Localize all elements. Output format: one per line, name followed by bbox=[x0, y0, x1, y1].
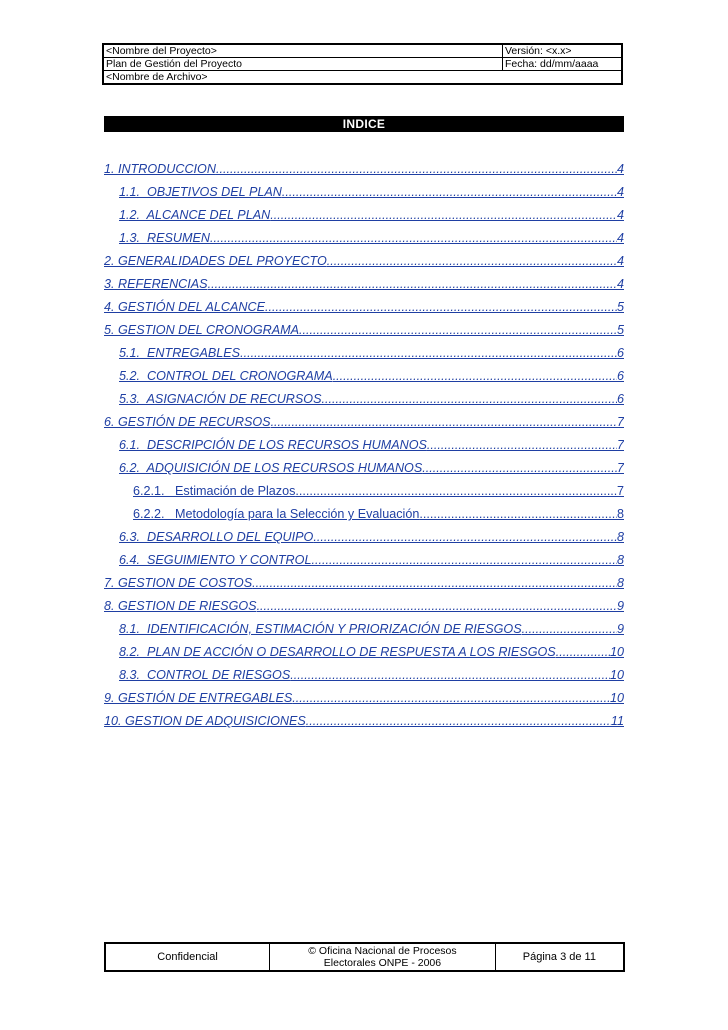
toc-entry-page: 10 bbox=[609, 668, 624, 682]
toc-leader-dots bbox=[311, 552, 617, 568]
toc-entry-page: 4 bbox=[616, 208, 624, 222]
toc-entry-page: 6 bbox=[616, 369, 624, 383]
toc-leader-dots bbox=[295, 483, 617, 499]
toc-entry-label: 8.2. PLAN DE ACCIÓN O DESARROLLO DE RESPUESTA A LOS RIESGOS bbox=[119, 645, 556, 659]
toc-entry[interactable] bbox=[104, 575, 624, 591]
toc-entry-label: 5. GESTION DEL CRONOGRAMA bbox=[104, 323, 300, 337]
project-name: <Nombre del Proyecto> bbox=[103, 44, 503, 58]
toc-leader-dots bbox=[257, 598, 617, 614]
index-title: INDICE bbox=[104, 116, 624, 132]
toc-entry-page: 8 bbox=[616, 530, 624, 544]
toc-entry-page: 5 bbox=[616, 323, 624, 337]
toc-entry-page: 8 bbox=[616, 576, 624, 590]
toc-leader-dots bbox=[556, 644, 610, 660]
toc-leader-dots bbox=[522, 621, 617, 637]
toc-entry-page: 6 bbox=[616, 346, 624, 360]
file-name: <Nombre de Archivo> bbox=[103, 71, 622, 85]
toc-entry[interactable] bbox=[119, 437, 624, 453]
toc-entry-label: 3. REFERENCIAS bbox=[104, 277, 208, 291]
toc-entry[interactable] bbox=[119, 184, 624, 200]
toc-entry[interactable] bbox=[104, 253, 624, 269]
toc-leader-dots bbox=[252, 575, 617, 591]
toc-entry-label: 1.1. OBJETIVOS DEL PLAN bbox=[119, 185, 282, 199]
toc-entry-page: 7 bbox=[616, 461, 624, 475]
toc-entry-label: 2. GENERALIDADES DEL PROYECTO bbox=[104, 254, 327, 268]
toc-entry-label: 6.2.1. Estimación de Plazos bbox=[133, 484, 296, 498]
toc-entry[interactable] bbox=[119, 230, 624, 246]
toc-leader-dots bbox=[306, 713, 611, 729]
toc-entry[interactable] bbox=[119, 391, 624, 407]
toc-entry[interactable] bbox=[119, 644, 624, 660]
toc-entry[interactable] bbox=[119, 207, 624, 223]
toc-leader-dots bbox=[419, 506, 617, 522]
toc-entry-page: 11 bbox=[610, 714, 624, 728]
toc-entry-label: 6.3. DESARROLLO DEL EQUIPO bbox=[119, 530, 314, 544]
toc-entry-label: 6.1. DESCRIPCIÓN DE LOS RECURSOS HUMANOS bbox=[119, 438, 427, 452]
toc-entry[interactable] bbox=[133, 506, 624, 522]
plan-name: Plan de Gestión del Proyecto bbox=[103, 58, 503, 71]
toc-leader-dots bbox=[208, 276, 617, 292]
toc-entry-label: 5.1. ENTREGABLES bbox=[119, 346, 241, 360]
toc-entry[interactable] bbox=[119, 621, 624, 637]
toc-entry-page: 5 bbox=[616, 300, 624, 314]
toc-entry[interactable] bbox=[119, 345, 624, 361]
version: Versión: <x.x> bbox=[503, 44, 623, 58]
toc-leader-dots bbox=[327, 253, 617, 269]
toc-entry-page: 10 bbox=[609, 645, 624, 659]
toc-entry-label: 6. GESTIÓN DE RECURSOS bbox=[104, 415, 271, 429]
toc-entry[interactable] bbox=[119, 368, 624, 384]
toc-leader-dots bbox=[240, 345, 617, 361]
toc-leader-dots bbox=[299, 322, 617, 338]
toc-leader-dots bbox=[270, 207, 617, 223]
toc-entry-label: 10. GESTION DE ADQUISICIONES bbox=[104, 714, 306, 728]
toc-entry[interactable] bbox=[104, 299, 624, 315]
toc-entry-page: 7 bbox=[616, 438, 624, 452]
toc-entry[interactable] bbox=[133, 483, 624, 499]
toc-leader-dots bbox=[216, 161, 617, 177]
toc-entry-label: 6.2. ADQUISICIÓN DE LOS RECURSOS HUMANOS bbox=[119, 461, 423, 475]
toc-entry-label: 5.2. CONTROL DEL CRONOGRAMA bbox=[119, 369, 333, 383]
toc-entry-label: 4. GESTIÓN DEL ALCANCE bbox=[104, 300, 265, 314]
toc-leader-dots bbox=[313, 529, 617, 545]
toc-entry-label: 6.2.2. Metodología para la Selección y Evaluación bbox=[133, 507, 420, 521]
toc-leader-dots bbox=[265, 299, 617, 315]
toc-entry-page: 4 bbox=[616, 231, 624, 245]
toc-entry-label: 6.4. SEGUIMIENTO Y CONTROL bbox=[119, 553, 312, 567]
toc-entry[interactable] bbox=[119, 552, 624, 568]
toc-entry-page: 6 bbox=[616, 392, 624, 406]
toc-entry[interactable] bbox=[104, 322, 624, 338]
toc-entry-page: 4 bbox=[616, 277, 624, 291]
toc-entry[interactable] bbox=[119, 460, 624, 476]
toc-entry-page: 8 bbox=[616, 507, 624, 521]
organization-line-1: © Oficina Nacional de Procesos bbox=[308, 945, 457, 957]
toc-entry-page: 9 bbox=[616, 622, 624, 636]
toc-entry-page: 8 bbox=[616, 553, 624, 567]
toc-entry[interactable] bbox=[104, 161, 624, 177]
toc-leader-dots bbox=[427, 437, 617, 453]
toc-leader-dots bbox=[292, 690, 610, 706]
toc-entry-label: 8.1. IDENTIFICACIÓN, ESTIMACIÓN Y PRIORIZACIÓN DE RIESGOS bbox=[119, 622, 522, 636]
toc-entry-label: 5.3. ASIGNACIÓN DE RECURSOS bbox=[119, 392, 322, 406]
toc-entry-page: 4 bbox=[616, 185, 624, 199]
toc-leader-dots bbox=[333, 368, 617, 384]
toc-entry-page: 4 bbox=[616, 162, 624, 176]
toc-leader-dots bbox=[271, 414, 617, 430]
toc-entry-page: 7 bbox=[616, 484, 624, 498]
toc-entry-page: 10 bbox=[609, 691, 624, 705]
toc-entry-label: 9. GESTIÓN DE ENTREGABLES bbox=[104, 691, 293, 705]
document-footer bbox=[104, 942, 625, 972]
toc-leader-dots bbox=[210, 230, 617, 246]
toc-entry-label: 8.3. CONTROL DE RIESGOS bbox=[119, 668, 291, 682]
toc-entry[interactable] bbox=[119, 529, 624, 545]
toc-entry-label: 1.2. ALCANCE DEL PLAN bbox=[119, 208, 271, 222]
toc-leader-dots bbox=[290, 667, 610, 683]
toc-leader-dots bbox=[282, 184, 617, 200]
document-header bbox=[102, 43, 623, 85]
toc-entry[interactable] bbox=[104, 414, 624, 430]
organization bbox=[270, 943, 496, 971]
toc-entry[interactable] bbox=[104, 276, 624, 292]
confidential-label: Confidencial bbox=[105, 943, 270, 971]
toc-leader-dots bbox=[321, 391, 617, 407]
organization-line-2: Electorales ONPE - 2006 bbox=[323, 957, 442, 969]
toc-entry-page: 7 bbox=[616, 415, 624, 429]
toc-entry-label: 1. INTRODUCCION bbox=[104, 162, 216, 176]
toc-entry[interactable] bbox=[104, 690, 624, 706]
toc-entry-page: 9 bbox=[616, 599, 624, 613]
toc-leader-dots bbox=[422, 460, 617, 476]
toc-entry-label: 7. GESTION DE COSTOS bbox=[104, 576, 253, 590]
toc-entry[interactable] bbox=[119, 667, 624, 683]
toc-entry[interactable] bbox=[104, 598, 624, 614]
page-number: Página 3 de 11 bbox=[495, 943, 624, 971]
toc-entry[interactable] bbox=[104, 713, 624, 729]
toc-entry-label: 8. GESTION DE RIESGOS bbox=[104, 599, 257, 613]
date: Fecha: dd/mm/aaaa bbox=[503, 58, 623, 71]
toc-entry-label: 1.3. RESUMEN bbox=[119, 231, 210, 245]
toc-entry-page: 4 bbox=[616, 254, 624, 268]
